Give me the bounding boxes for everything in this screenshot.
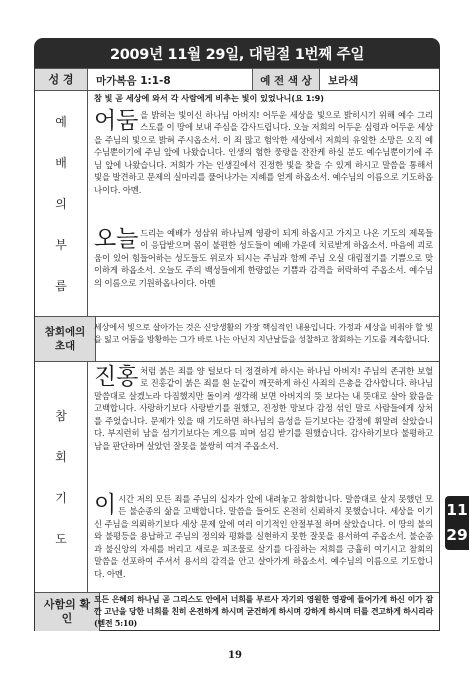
worship-label: [35, 91, 88, 317]
worship-label-char: 부: [55, 237, 67, 252]
page-title: 2009년 11월 29일, 대림절 1번째 주일: [34, 38, 440, 68]
confession-dropcap-2: 이: [94, 492, 117, 518]
reading-value: 마가복음 1:1-8: [96, 74, 171, 87]
confession-text-2: 시간 저의 모든 죄를 주님의 십자가 앞에 내려놓고 참회합니다. 말씀대로 살지 못했던 모든 불순종의 삶을 고백합니다. 말씀을 들어도 온전히 신뢰하지 못했습니다. 세상을 이기신 주님을 의뢰하기보다 세상 문제 앞에 여러 이기적인 안절부절 하며 살았습니다. 이 땅의 불의와 불평등을 용납하고 주님의 정의와 평화를 실현하지 못한 잘못을 용서하여 주옵소서. 불순종과 불신앙의 자세를 버리고 새로운 피조물로 살기를 다짐하는 저희를 긍휼히 여기시고 참회의 말씀을 선포하여 주셔서 용서의 감격을 안고 살아가게 하옵소서. 예수님의 이름으로 기도합니다. 아멘.: [94, 494, 433, 579]
confession-dropcap-1: 진홍: [94, 364, 139, 390]
assurance-section: [35, 592, 439, 631]
invitation-section: [35, 316, 439, 362]
call-paragraph: [94, 109, 433, 196]
prayer-dropcap: 오늘: [94, 226, 139, 252]
call-text: 을 밝히는 빛이신 하나님 아버지! 어두운 세상을 빛으로 밝히시기 위해 예수 그리스도를 이 땅에 보내 주심을 감사드립니다. 오늘 저희의 어두운 심령과 어두운 세상을 주님의 빛으로 밝혀 주시옵소서. 이 죄 많고 험악한 세상에서 저희의 유일한 소망은 오직 예수님뿐이기에 주님 앞에 나왔습니다. 인생의 험한 풍랑을 잔잔케 하실 분도 예수님뿐이기에 주님 앞에 나왔습니다. 저희가 가는 인생길에서 진정한 빛을 찾을 수 있게 하시고 말씀을 통해서 빛을 발견하고 문제의 실마리를 풀어나가는 지혜를 얻게 하옵소서. 예수님의 이름으로 기도하옵나이다. 아멘.: [94, 110, 433, 195]
confession-label-char: 기: [55, 490, 67, 505]
call-dropcap: 어둠: [94, 108, 139, 134]
worship-label-char: 의: [55, 196, 67, 211]
page-number: 19: [228, 650, 242, 661]
confession-label-char: 도: [55, 531, 67, 546]
confession-text-1: 처럼 붉은 죄를 양 털보다 더 정결하게 하시는 하나님 아버지! 주님의 존귀한 보혈로 진홍같이 붉은 죄를 흰 눈같이 깨끗하게 하신 사죄의 은총을 감사합니다. 하나님 말씀대로 살겠노라 다짐했지만 돌이켜 생각해 보면 아버지의 뜻 보다는 내 뜻대로 살아 왔음을 고백합니다. 사랑하기보다 사랑받기를 원했고, 진정한 망보다 감정 섞인 말로 사람들에게 상처를 주었습니다. 문제가 있을 때 기도하면 하나님의 음성을 듣기보다는 감정에 휘말려 살았습니다. 부지런히 남을 섬기기보다는 게으름 피며 섬김 받기를 원했습니다. 감사하기보다 불평하고 남을 판단하며 살았던 잘못을 불쌍히 여겨 주옵소서.: [94, 366, 433, 451]
color-label: 예 전 색 상: [252, 69, 320, 91]
worship-label-char: 예: [55, 114, 67, 129]
invitation-text: 세상에서 빛으로 살아가는 것은 신앙생활의 가장 핵심적인 내용입니다. 가정과 세상을 비춰야 할 빛을 잃고 어둠을 방황하는 그가 바로 나는 아닌지 지난날들을 성찰하고 참회하는 기도를 계속합니다.: [94, 322, 433, 345]
info-row: [35, 68, 439, 91]
opening-prayer-paragraph: [94, 227, 433, 289]
worship-section: [35, 90, 439, 317]
confession-section: [35, 361, 439, 593]
date-tab-day: 29: [446, 526, 468, 544]
confession-label-char: 참: [55, 408, 67, 423]
reading-label: 성 경: [35, 69, 88, 91]
assurance-label: 사함의 확인: [35, 593, 100, 631]
confession-label-char: 회: [55, 449, 67, 464]
confession-label: [35, 362, 88, 593]
prayer-text: 드리는 예배가 성삼위 하나님께 영광이 되게 하옵시고 가지고 나온 기도의 제목들이 응답받으며 몸이 불편한 성도들이 예배 가운데 치료받게 하옵소서. 마음에 괴로움이 있어 힘들어하는 성도들도 위로자 되시는 주님과 함께 주님 오실 대림절기를 기쁨으로 맞이하게 하옵소서. 오늘도 주의 백성들에게 한량없는 기쁨과 감격을 허락하여 주옵소서. 예수님의 이름으로 기원하옵나이다. 아멘: [94, 228, 433, 288]
liturgy-table: [34, 68, 440, 631]
worship-label-char: 배: [55, 155, 67, 170]
confession-paragraph-1: [94, 365, 433, 452]
date-tab-month: 11: [446, 501, 468, 519]
worship-verse: 참 빛 곧 세상에 와서 각 사람에게 비추는 빛이 있었나니(요 1:9): [94, 93, 324, 103]
date-tab: [445, 496, 469, 550]
worship-label-char: 름: [55, 278, 67, 293]
assurance-verse: 모든 은혜의 하나님 곧 그리스도 안에서 너희를 부르사 자기의 영원한 영광에 들어가게 하신 이가 잠깐 고난을 당한 너희를 친히 온전하게 하시며 굳건하게 하시며 강하게 하시며 터를 견고하게 하시리라(벧전 5:10): [94, 595, 433, 628]
invitation-label: 참회에의 초대: [35, 317, 96, 362]
confession-paragraph-2: [94, 493, 433, 580]
color-value: 보라색: [328, 74, 359, 87]
